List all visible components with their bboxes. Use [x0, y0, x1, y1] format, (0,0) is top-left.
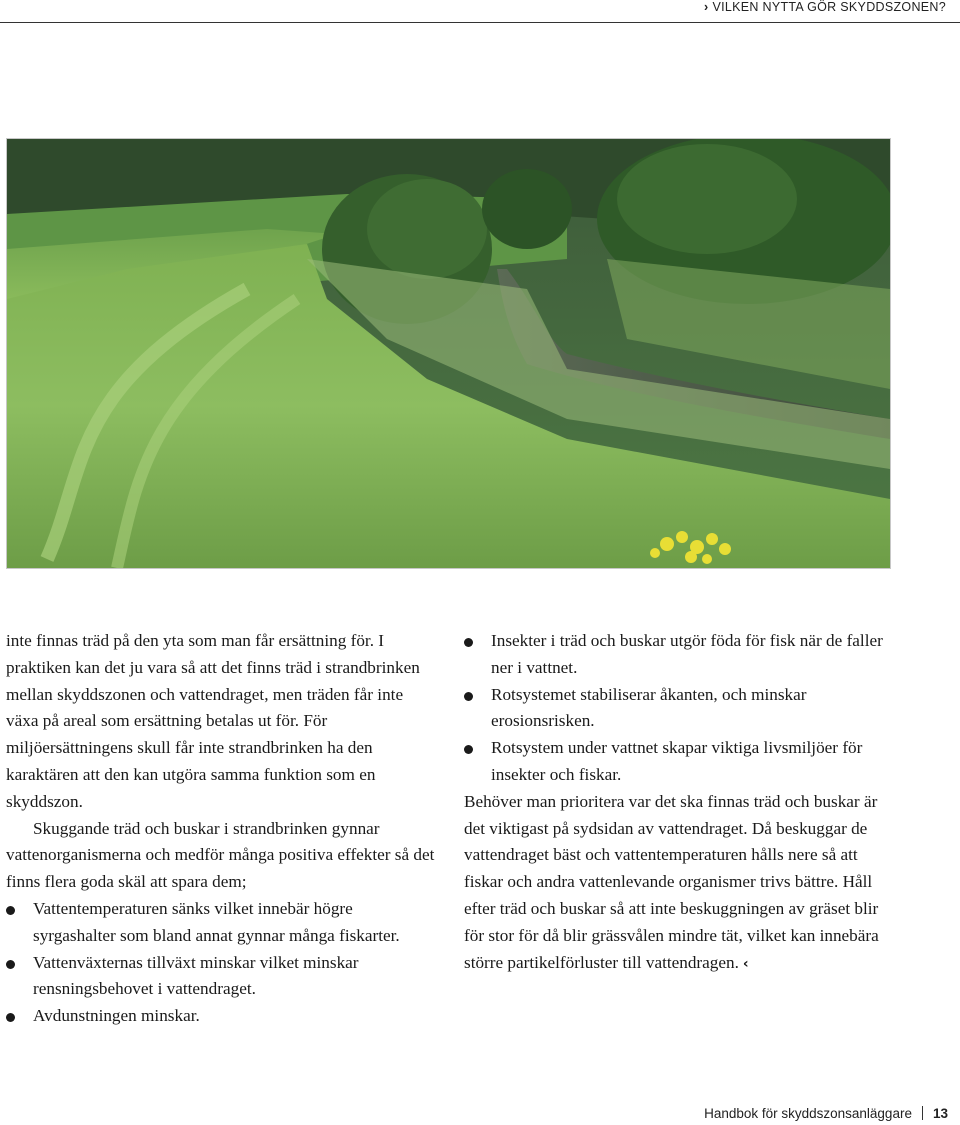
end-of-article-icon: ‹ [742, 955, 749, 972]
page-number: 13 [932, 1106, 948, 1121]
bullet-dot [464, 692, 473, 701]
footer-divider [922, 1106, 923, 1120]
bullet-dot [6, 1013, 15, 1022]
bullet-text: Vattentemperaturen sänks vilket innebär högre syrgashalter som bland annat gynnar många fiskarter. [33, 898, 400, 945]
section-title [704, 0, 946, 14]
bullet-item [6, 896, 436, 950]
bullet-item [6, 1003, 436, 1030]
bullet-dot [6, 960, 15, 969]
riverbank-photo [6, 138, 891, 569]
paragraph [464, 789, 894, 978]
bullet-text: Insekter i träd och buskar utgör föda för fisk när de faller ner i vattnet. [491, 631, 883, 677]
bullet-text: Vattenväxternas tillväxt minskar vilket minskar rensningsbehovet i vattendraget. [33, 952, 359, 999]
paragraph: Skuggande träd och buskar i strandbrinken gynnar vattenorganismerna och medför många positiva effekter så det finns flera goda skäl att spara dem; [6, 818, 435, 892]
right-column [464, 628, 894, 977]
bullet-dot [464, 745, 473, 754]
page-header [0, 0, 960, 23]
left-column [6, 628, 436, 1030]
bullet-dot [464, 638, 473, 647]
paragraph: inte finnas träd på den yta som man får ersättning för. I praktiken kan det ju vara så att det finns träd i strandbrinken mellan skyddszonen och vattendraget, men träden får inte växa på areal som ersättning betalas ut för. För miljöersättningens skull får inte strandbrinken ha den karaktären att den kan utgöra samma funktion som en skyddszon. [6, 631, 420, 811]
bullet-text: Rotsystem under vattnet skapar viktiga livsmiljöer för insekter och fiskar. [491, 738, 863, 784]
section-title-text: VILKEN NYTTA GÖR SKYDDSZONEN? [712, 0, 946, 14]
bullet-item [464, 735, 894, 789]
chevron-right-icon: › [704, 0, 709, 14]
bullet-text: Avdunstningen minskar. [33, 1006, 200, 1026]
bullet-item [464, 628, 894, 682]
bullet-item [6, 950, 436, 1004]
bullet-item [464, 682, 894, 736]
paragraph-text: Behöver man prioritera var det ska finnas träd och buskar är det viktigast på sydsidan av vattendraget. Då beskuggar de vattendraget bäst och vattentemperaturen hålls nere så att fiskar och andra vattenlevande organismer trivs bättre. Håll efter träd och buskar så att inte beskuggningen av gräset blir för stor för då blir grässvålen mindre tät, vilket kan innebära större partikelförluster till vattendragen. [464, 791, 879, 972]
publication-title: Handbok för skyddszonsanläggare [704, 1106, 912, 1121]
page-footer [704, 1106, 948, 1121]
bullet-dot [6, 906, 15, 915]
bullet-text: Rotsystemet stabiliserar åkanten, och minskar erosionsrisken. [491, 684, 807, 731]
